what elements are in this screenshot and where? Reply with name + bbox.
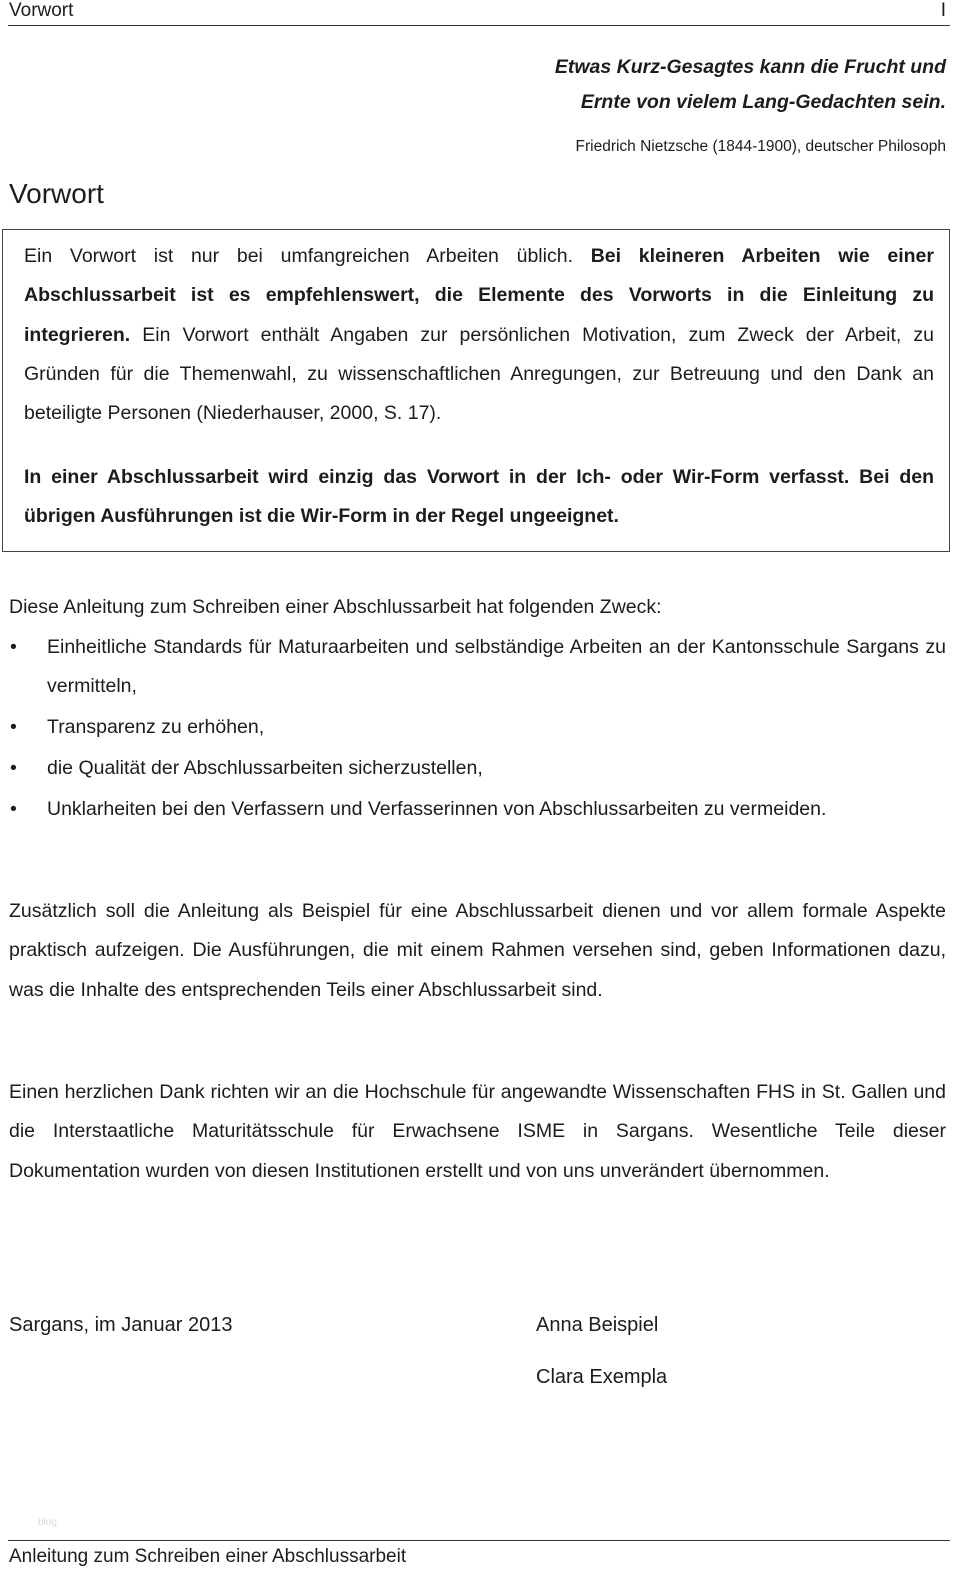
list-item-text: Transparenz zu erhöhen,: [47, 716, 265, 739]
quote-author: Friedrich Nietzsche (1844-1900), deutscher Philosoph: [575, 138, 946, 155]
signature-name-1: Anna Beispiel: [536, 1314, 659, 1336]
list-item: [9, 628, 946, 707]
info-box: [2, 229, 950, 552]
quote-line-1: Etwas Kurz-Gesagtes kann die Frucht und: [554, 56, 946, 78]
intro-paragraph: Diese Anleitung zum Schreiben einer Abschlussarbeit hat folgenden Zweck:: [9, 596, 662, 618]
list-item-text: die Qualität der Abschlussarbeiten sicherzustellen,: [47, 756, 483, 779]
bullet-icon: •: [10, 756, 17, 779]
list-item: [9, 790, 946, 829]
list-item: [9, 749, 946, 788]
page-title: Vorwort: [9, 178, 104, 209]
signature-place-date: Sargans, im Januar 2013: [9, 1314, 233, 1336]
bullet-icon: •: [10, 636, 17, 658]
box-text-normal-1: Ein Vorwort ist nur bei umfangreichen Arbeiten üblich.: [24, 245, 591, 267]
running-header-title: Vorwort: [9, 0, 74, 21]
paragraph-acknowledgement: Einen herzlichen Dank richten wir an die Hochschule für angewandte Wissenschaften FHS in St. Gallen und die Interstaatliche Maturitätsschule für Erwachsene ISME in Sargans. Wesentliche Teile dieser Dokumentation wurden von diesen Institutionen erstellt und von uns unverändert übernommen.: [9, 1081, 946, 1182]
purpose-list: [9, 628, 946, 830]
info-box-paragraph-1: [24, 237, 934, 433]
bullet-icon: •: [10, 797, 17, 820]
paragraph-additional-purpose: Zusätzlich soll die Anleitung als Beispiel für eine Abschlussarbeit dienen und vor allem formale Aspekte praktisch aufzeigen. Die Ausführungen, die mit einem Rahmen versehen sind, geben Informationen dazu, was die Inhalte des entsprechenden Teils einer Abschlussarbeit sind.: [9, 900, 946, 1001]
box-text-bold-1: Bei kleineren Arbeiten wie einer Abschlussarbeit ist es empfehlenswert, die Elemente des Vorworts in die Einleitung zu integrieren.: [24, 245, 934, 346]
list-item-text: Unklarheiten bei den Verfassern und Verfasserinnen von Abschlussarbeiten zu vermeiden.: [47, 797, 827, 820]
header-divider: [8, 25, 950, 26]
box-text-normal-2: Ein Vorwort enthält Angaben zur persönlichen Motivation, zum Zweck der Arbeit, zu Gründen für die Themenwahl, zu wissenschaftlichen Anregungen, zur Betreuung und den Dank an beteiligte Personen (Niederhauser, 2000, S. 17).: [24, 323, 934, 425]
footer-divider: [8, 1540, 950, 1541]
list-item-text: Einheitliche Standards für Maturaarbeiten und selbständige Arbeiten an der Kantonsschule Sargans zu vermitteln,: [47, 636, 946, 698]
watermark: blog: [38, 1517, 57, 1528]
quote-line-2: Ernte von vielem Lang-Gedachten sein.: [580, 91, 946, 113]
bullet-icon: •: [10, 716, 17, 739]
signature-name-2: Clara Exempla: [536, 1366, 668, 1388]
page-number: I: [940, 0, 946, 21]
running-footer: Anleitung zum Schreiben einer Abschlussarbeit: [9, 1546, 407, 1567]
epigraph-quote: [555, 50, 946, 120]
list-item: [9, 708, 946, 747]
info-box-paragraph-2: In einer Abschlussarbeit wird einzig das Vorwort in der Ich- oder Wir-Form verfasst. Bei den übrigen Ausführungen ist die Wir-Form in der Regel ungeeignet.: [24, 466, 934, 528]
